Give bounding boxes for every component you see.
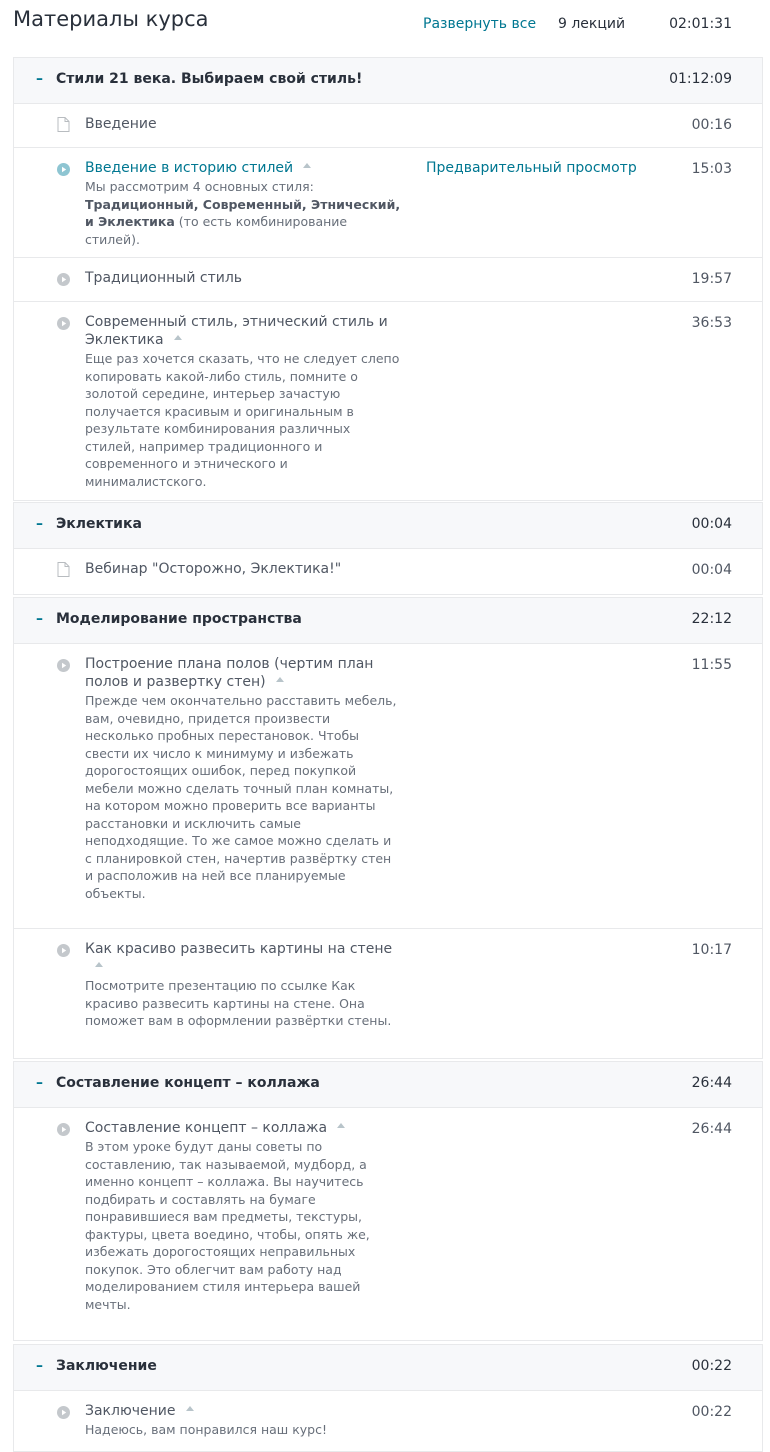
lecture-description: В этом уроке будут даны советы по составлению, так называемой, мудборд, а именно концепт – коллажа. Вы научитесь подбирать и составлять на бумаге понравившиеся вам предметы, текстуры, фактуры, цвета воедино, чтобы, опять же, избежать дорогостоящих неправильных покупок. Это облегчит вам работу над моделированием стиля интерьера вашей мечты. [85,1139,370,1312]
lecture-title[interactable]: Введение в историю стилей [85,160,294,176]
collapse-caret-icon[interactable] [186,1406,194,1411]
section [13,1061,763,1341]
total-duration: 02:01:31 [669,16,732,32]
lecture-duration: 26:44 [691,1121,732,1137]
lecture-duration: 00:04 [691,562,732,578]
lecture-row [14,148,762,258]
lecture-title: Заключение [85,1403,176,1419]
play-icon [57,1404,70,1417]
expand-all-button[interactable]: Развернуть все [423,16,537,32]
section-header[interactable] [14,598,762,644]
section-duration: 26:44 [691,1075,732,1091]
page-title: Материалы курса [13,7,209,31]
lecture-title: Традиционный стиль [85,270,243,286]
lecture-row [14,644,762,929]
preview-link[interactable]: Предварительный просмотр [426,160,637,176]
play-icon [57,942,70,955]
lecture-title: Современный стиль, этнический стиль и Эклектика [85,314,388,348]
lecture-row [14,302,762,500]
section [13,57,763,501]
lecture-duration: 36:53 [691,315,732,331]
lecture-row [14,258,762,302]
lecture-description: Еще раз хочется сказать, что не следует слепо копировать какой-либо стиль, помните о золотой середине, интерьер зачастую получается красивым и оригинальным в результате комбинирования различных стилей, например традиционного и современного и этнического и минималистского. [85,351,400,489]
lecture-row [14,549,762,594]
lecture-duration: 00:22 [691,1404,732,1420]
document-icon [57,562,70,575]
play-icon [57,271,70,284]
section-title: Заключение [56,1358,157,1374]
lecture-duration: 10:17 [691,942,732,958]
play-icon [57,161,70,174]
section-header[interactable] [14,1345,762,1391]
lecture-title: Построение плана полов (чертим план полов и развертку стен) [85,656,374,690]
lecture-title: Составление концепт – коллажа [85,1120,328,1136]
collapse-caret-icon[interactable] [95,962,103,967]
lectures-count: 9 лекций [558,16,626,32]
section [13,1344,763,1452]
lecture-duration: 00:16 [691,117,732,133]
lecture-row [14,929,762,1058]
section-title: Моделирование пространства [56,611,302,627]
section [13,502,763,595]
document-icon [57,117,70,130]
lecture-description: Прежде чем окончательно расставить мебель, вам, очевидно, придется произвести несколько пробных перестановок. Чтобы свести их число к минимуму и избежать дорогостоящих ошибок, перед покупкой мебели можно сделать точный план комнаты, на котором можно проверить все варианты расстановки и исключить самые неподходящие. То же самое можно сделать и с планировкой стен, начертив развёртку стен и расположив на ней все планируемые объекты. [85,693,397,901]
collapse-icon[interactable]: – [36,611,43,627]
lecture-row [14,104,762,148]
collapse-icon[interactable]: – [36,1358,43,1374]
collapse-caret-icon[interactable] [337,1123,345,1128]
play-icon [57,657,70,670]
section-header[interactable] [14,503,762,549]
section [13,597,763,1059]
section-header[interactable] [14,58,762,104]
collapse-caret-icon[interactable] [303,163,311,168]
lecture-title: Вебинар "Осторожно, Эклектика!" [85,561,342,577]
collapse-caret-icon[interactable] [174,335,182,340]
lecture-title: Как красиво развесить картины на стене [85,941,393,957]
section-header[interactable] [14,1062,762,1108]
collapse-icon[interactable]: – [36,71,43,87]
section-duration: 01:12:09 [669,71,732,87]
section-duration: 00:04 [691,516,732,532]
lecture-duration: 19:57 [691,271,732,287]
section-title: Стили 21 века. Выбираем свой стиль! [56,71,363,87]
section-title: Составление концепт – коллажа [56,1075,320,1091]
lecture-title: Введение [85,116,157,132]
lecture-description: Мы рассмотрим 4 основных стиля: Традиционный, Современный, Этнический, и Эклектика (то есть комбинирование стилей). [85,179,401,247]
lecture-duration: 11:55 [691,657,732,673]
section-title: Эклектика [56,516,142,532]
lecture-duration: 15:03 [691,161,732,177]
lecture-description: Надеюсь, вам понравился наш курс! [85,1422,327,1437]
play-icon [57,315,70,328]
lecture-description: Посмотрите презентацию по ссылке Как красиво развесить картины на стене. Она поможет вам в оформлении развёртки стены. [85,978,392,1028]
collapse-icon[interactable]: – [36,516,43,532]
section-duration: 22:12 [691,611,732,627]
lecture-row [14,1108,762,1340]
collapse-caret-icon[interactable] [276,677,284,682]
section-duration: 00:22 [691,1358,732,1374]
lecture-row [14,1391,762,1451]
course-content-header [0,0,770,50]
play-icon [57,1121,70,1134]
collapse-icon[interactable]: – [36,1075,43,1091]
